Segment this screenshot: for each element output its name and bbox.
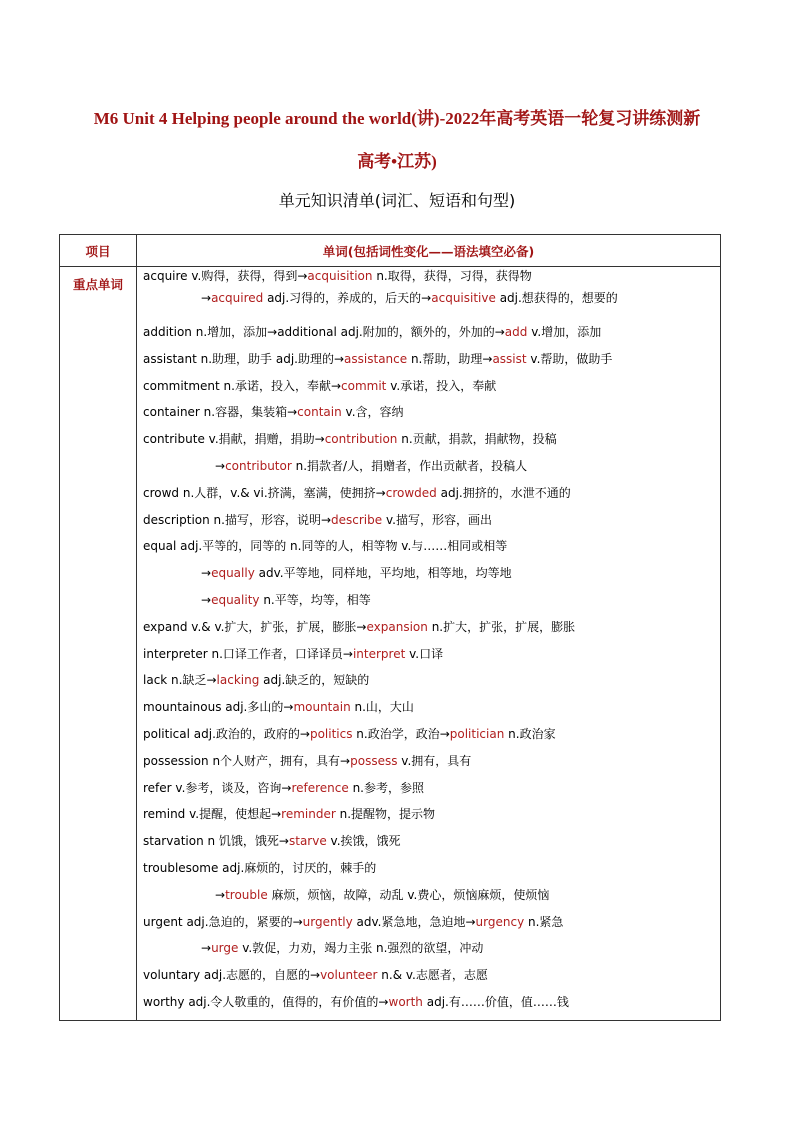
entry-text: worthy adj.令人敬重的，值得的，有价值的→ [143, 994, 389, 1009]
derived-word: starve [288, 834, 327, 849]
entry-text: adj.想获得的，想要的 [495, 291, 618, 305]
entry-text: v.挨饿，饿死 [326, 834, 401, 849]
vocab-line [143, 671, 720, 698]
derived-word: interpret [352, 646, 406, 661]
entry-text: mountainous adj.多山的→ [143, 700, 294, 715]
derived-word: urgently [302, 914, 353, 929]
derived-word: commit [341, 378, 387, 393]
entry-text: n.山，大山 [350, 700, 414, 715]
derived-word: urgency [475, 914, 525, 929]
category-cell: 重点单词 [60, 267, 137, 1021]
entry-text: description n.描写，形容，说明→ [143, 512, 332, 527]
derived-word: politics [309, 726, 353, 741]
table-row [60, 267, 721, 1021]
derived-word: lacking [216, 673, 260, 688]
derived-word: possess [350, 753, 398, 768]
vocab-line [143, 591, 720, 618]
vocabulary-table [59, 234, 721, 1021]
entry-text: n.紧急 [524, 914, 564, 929]
derived-word: trouble [225, 887, 268, 902]
derived-word: volunteer [320, 968, 378, 983]
vocab-line [143, 430, 720, 457]
document-subtitle: 单元知识清单(词汇、短语和句型) [278, 191, 516, 210]
entry-text: n.政治学，政治→ [352, 726, 450, 741]
vocab-line [143, 511, 720, 538]
entry-text: n.提醒物，提示物 [335, 807, 436, 822]
vocab-line [143, 403, 720, 430]
entry-text: 麻烦，烦恼，故障，动乱 v.费心，烦恼麻烦，使烦恼 [267, 887, 550, 902]
entry-text: adj.拥挤的，水泄不通的 [436, 485, 571, 500]
entry-text: addition n.增加，添加→additional adj.附加的，额外的，外加的→ [143, 325, 505, 339]
entry-text: commitment n.承诺，投入，奉献→ [143, 378, 342, 393]
entry-text: v.拥有，具有 [397, 753, 472, 768]
entry-text: starvation n 饥饿，饿死→ [143, 834, 289, 849]
vocab-line [143, 484, 720, 511]
entry-text: crowd n.人群，v.& vi.挤满，塞满，使拥挤→ [143, 485, 386, 500]
derived-word: equality [211, 592, 260, 607]
document-title-line-2: 高考•江苏) [357, 152, 437, 171]
derived-word: acquisition [307, 269, 373, 283]
derived-word: equally [211, 566, 255, 581]
vocab-line [143, 805, 720, 832]
derived-word: reminder [281, 807, 336, 822]
derived-word: mountain [293, 700, 351, 715]
entry-text: v.帮助，做助手 [526, 351, 613, 366]
entry-text: → [201, 566, 212, 581]
vocab-line [143, 564, 720, 591]
word-list-cell [137, 267, 721, 1021]
derived-word: assistance [344, 351, 408, 366]
entry-text: adj.习得的，养成的，后天的→ [263, 291, 432, 305]
entry-text: v.承诺，投入，奉献 [386, 378, 497, 393]
derived-word: contribution [324, 432, 398, 447]
derived-word: reference [291, 780, 349, 795]
entry-text: expand v.& v.扩大，扩张，扩展，膨胀→ [143, 619, 367, 634]
entry-text: → [201, 291, 212, 305]
document-title-line-1: M6 Unit 4 Helping people around the world(讲)-2022年高考英语一轮复习讲练测新 [93, 109, 701, 128]
vocab-line [143, 966, 720, 993]
derived-word: add [504, 325, 528, 339]
entry-text: troublesome adj.麻烦的，讨厌的，棘手的 [143, 860, 377, 875]
entry-text: adj.有……价值，值……钱 [422, 994, 569, 1009]
vocab-line [143, 993, 720, 1020]
entry-text: n.捐款者/人，捐赠者，作出贡献者，投稿人 [291, 458, 528, 473]
derived-word: describe [331, 512, 383, 527]
entry-text: n.贡献，捐款，捐献物，投稿 [397, 432, 557, 447]
vocab-line [143, 779, 720, 806]
derived-word: urge [211, 941, 239, 956]
entry-text: v.口译 [405, 646, 444, 661]
derived-word: acquisitive [431, 291, 496, 305]
vocab-line [143, 377, 720, 404]
derived-word: acquired [211, 291, 264, 305]
derived-word: assist [492, 351, 527, 366]
derived-word: crowded [385, 485, 437, 500]
entry-text: possession n个人财产，拥有，具有→ [143, 753, 351, 768]
entry-text: acquire v.购得，获得，得到→ [143, 269, 308, 283]
entry-text: adj.缺乏的，短缺的 [259, 673, 370, 688]
entry-text: political adj.政治的，政府的→ [143, 726, 310, 741]
entry-text: n.取得，获得，习得，获得物 [372, 269, 532, 283]
vocab-line [143, 886, 720, 913]
entry-text: n.政治家 [504, 726, 556, 741]
entry-text: remind v.提醒，使想起→ [143, 807, 282, 822]
vocab-line [143, 913, 720, 940]
entry-text: assistant n.助理，助手 adj.助理的→ [143, 351, 345, 366]
vocab-line [143, 323, 720, 350]
vocab-line [143, 457, 720, 484]
column-header-item: 项目 [60, 235, 137, 267]
vocab-line [143, 939, 720, 966]
vocab-line [143, 289, 720, 323]
vocab-line [143, 618, 720, 645]
table-header-row [60, 235, 721, 267]
column-header-words: 单词(包括词性变化——语法填空必备) [137, 235, 721, 267]
entry-text: equal adj.平等的，同等的 n.同等的人，相等物 v.与……相同或相等 [143, 539, 508, 554]
entry-text: n.& v.志愿者，志愿 [377, 968, 488, 983]
derived-word: politician [449, 726, 505, 741]
entry-text: n.帮助，助理→ [407, 351, 493, 366]
entry-text: → [215, 887, 226, 902]
entry-text: adv.紧急地，急迫地→ [352, 914, 476, 929]
vocab-line [143, 645, 720, 672]
derived-word: expansion [366, 619, 428, 634]
vocab-line [143, 725, 720, 752]
entry-text: → [201, 592, 212, 607]
derived-word: contributor [225, 458, 292, 473]
entry-text: urgent adj.急迫的，紧要的→ [143, 914, 303, 929]
entry-text: container n.容器，集装箱→ [143, 405, 298, 420]
entry-text: n.扩大，扩张，扩展，膨胀 [427, 619, 576, 634]
derived-word: contain [297, 405, 342, 420]
vocab-line [143, 350, 720, 377]
entry-text: voluntary adj.志愿的，自愿的→ [143, 968, 321, 983]
vocab-line [143, 267, 720, 289]
entry-text: v.含，容纳 [341, 405, 404, 420]
entry-text: contribute v.捐献，捐赠，捐助→ [143, 432, 325, 447]
vocab-line [143, 698, 720, 725]
entry-text: lack n.缺乏→ [143, 673, 217, 688]
derived-word: worth [388, 994, 423, 1009]
entry-text: v.敦促，力劝，竭力主张 n.强烈的欲望，冲动 [238, 941, 484, 956]
entry-text: adv.平等地，同样地，平均地，相等地，均等地 [254, 566, 512, 581]
vocab-line [143, 537, 720, 564]
entry-text: → [201, 941, 212, 956]
entry-text: n.平等，均等，相等 [259, 592, 371, 607]
vocab-line [143, 859, 720, 886]
entry-text: interpreter n.口译工作者，口译译员→ [143, 646, 353, 661]
vocab-line [143, 832, 720, 859]
vocab-line [143, 752, 720, 779]
entry-text: v.增加，添加 [527, 325, 602, 339]
entry-text: refer v.参考，谈及，咨询→ [143, 780, 292, 795]
entry-text: → [215, 458, 226, 473]
entry-text: n.参考，参照 [348, 780, 425, 795]
entry-text: v.描写，形容，画出 [382, 512, 492, 527]
